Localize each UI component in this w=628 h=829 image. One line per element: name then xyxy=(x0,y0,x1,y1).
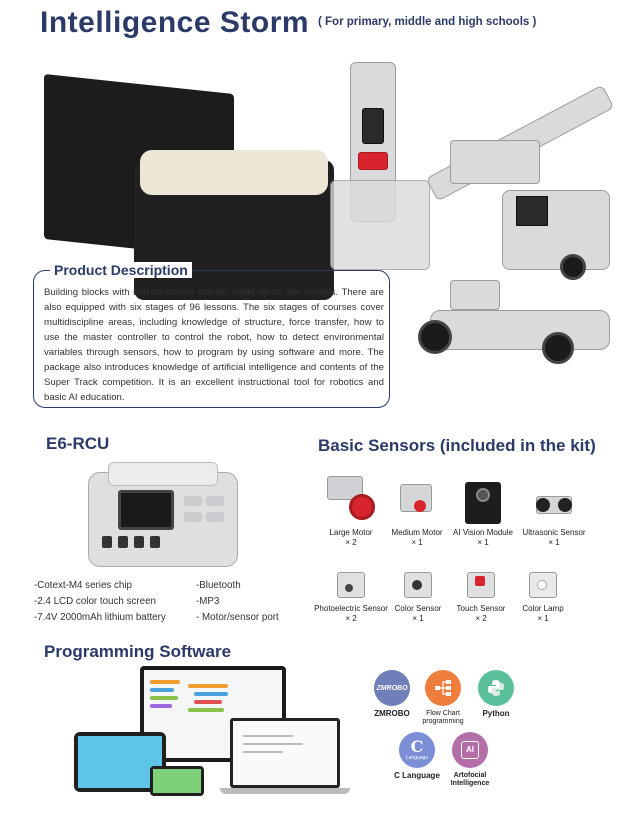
ai-icon: AI xyxy=(452,732,488,768)
color-lamp-icon xyxy=(525,566,561,604)
software-c-language: C Language C Language xyxy=(388,732,446,780)
touch-sensor-icon xyxy=(463,566,499,604)
sensor-ultrasonic: Ultrasonic Sensor × 1 xyxy=(518,470,590,548)
flow-chart-icon xyxy=(425,670,461,706)
page-title: Intelligence Storm xyxy=(40,6,310,39)
laptop-image xyxy=(230,718,340,788)
sensor-color: Color Sensor × 1 xyxy=(390,566,446,624)
c-language-icon: C Language xyxy=(399,732,435,768)
spec-item: -Cotext-M4 series chip xyxy=(34,580,132,591)
product-description-heading: Product Description xyxy=(50,262,192,278)
software-python: Python xyxy=(474,670,518,718)
sensor-medium-motor: Medium Motor × 1 xyxy=(386,470,448,548)
medium-motor-icon xyxy=(396,470,438,528)
software-ai: AI Artofocial Intelligence xyxy=(444,732,496,788)
sensor-large-motor: Large Motor × 2 xyxy=(320,470,382,548)
ai-vision-module-icon xyxy=(461,470,505,528)
zmrobo-icon: ZMROBO xyxy=(374,670,410,706)
controller-specs-right xyxy=(196,578,279,626)
race-car-image xyxy=(430,310,610,350)
controller-heading: E6-RCU xyxy=(46,434,110,453)
spec-item: -MP3 xyxy=(196,596,220,607)
phone-image xyxy=(150,766,204,796)
sensor-touch: Touch Sensor × 2 xyxy=(450,566,512,624)
sensor-color-lamp: Color Lamp × 1 xyxy=(516,566,570,624)
spec-item: -2.4 LCD color touch screen xyxy=(34,596,156,607)
software-heading: Programming Software xyxy=(44,642,232,661)
sensors-heading: Basic Sensors (included in the kit) xyxy=(318,436,596,455)
sensor-photoelectric: Photoelectric Sensor × 2 xyxy=(310,566,392,624)
spec-item: - Motor/sensor port xyxy=(196,612,279,623)
photoelectric-sensor-icon xyxy=(333,566,369,604)
page-subtitle: ( For primary, middle and high schools ) xyxy=(318,16,537,28)
sensor-ai-vision-module: AI Vision Module × 1 xyxy=(448,470,518,548)
large-motor-icon xyxy=(325,470,377,528)
spec-item: -7.4V 2000mAh lithium battery xyxy=(34,612,166,623)
product-description-text: Building blocks with rich structures can be made up to 30+ models. There are also equipped with six stages of 96 lessons. The six stages of courses cover multidiscipline areas, including knowledge of structure, force transfer, how to use the master controller to control the robot, how to detect environmental variables through sensors, how to program by using software and more. The package also introduces knowledge of artificial intelligence and contents of the Super Track competition. It is an excellent instructional tool for robotics and basic AI education. xyxy=(44,287,384,403)
software-zmrobo: ZMROBO ZMROBO xyxy=(368,670,416,718)
controller-image xyxy=(88,462,238,570)
controller-specs-left xyxy=(34,578,166,626)
ultrasonic-sensor-icon xyxy=(530,470,578,528)
color-sensor-icon xyxy=(400,566,436,604)
python-icon xyxy=(478,670,514,706)
software-flow-chart: Flow Chart programming xyxy=(418,670,468,726)
spec-item: -Bluetooth xyxy=(196,580,241,591)
devices-image xyxy=(70,666,360,796)
